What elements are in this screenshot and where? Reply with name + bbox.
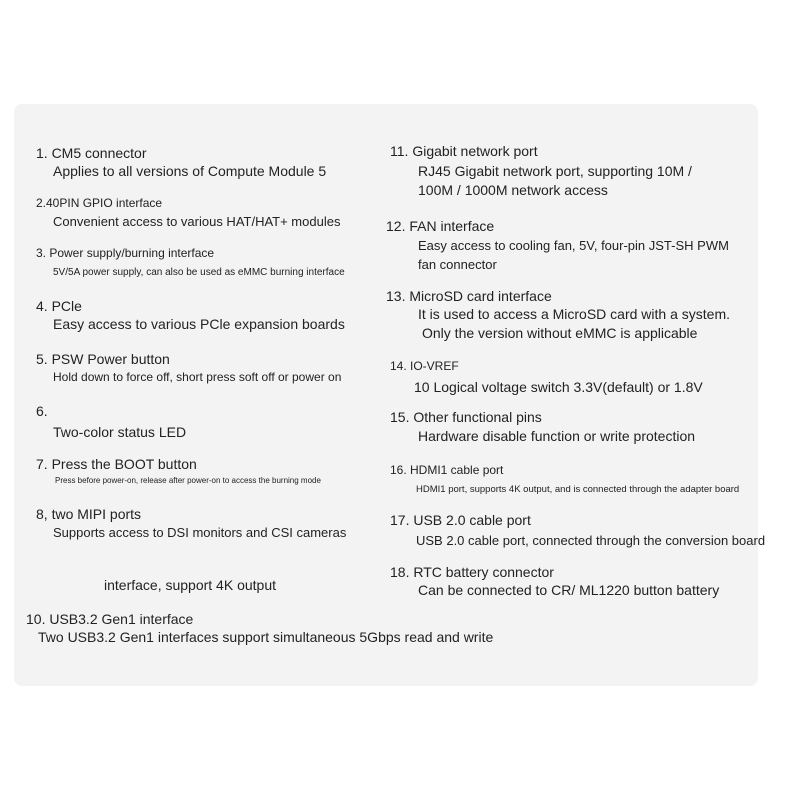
feature-title: 10. USB3.2 Gen1 interface — [26, 611, 194, 627]
feature-item-14 — [390, 357, 703, 397]
feature-desc: Two-color status LED — [53, 424, 187, 440]
feature-title: 6. — [36, 403, 48, 419]
feature-title: 4. PCle — [36, 298, 82, 314]
feature-title: 13. MicroSD card interface — [386, 288, 552, 304]
feature-desc: Easy access to cooling fan, 5V, four-pin JST-SH PWM — [418, 238, 729, 253]
feature-title: 1. CM5 connector — [36, 145, 147, 161]
feature-desc: It is used to access a MicroSD card with a system. — [418, 306, 730, 322]
feature-title: 7. Press the BOOT button — [36, 456, 197, 472]
feature-desc: Hold down to force off, short press soft off or power on — [53, 370, 342, 384]
feature-desc: Hardware disable function or write protection — [418, 428, 696, 444]
feature-item-17 — [390, 511, 765, 550]
feature-item-18 — [390, 563, 719, 600]
feature-item-4 — [36, 297, 345, 334]
feature-item-12 — [386, 217, 729, 274]
feature-desc: Only the version without eMMC is applicable — [422, 325, 698, 341]
feature-item-6 — [36, 402, 186, 442]
feature-desc: Convenient access to various HAT/HAT+ modules — [53, 214, 341, 229]
feature-item-11 — [390, 142, 692, 200]
feature-desc: RJ45 Gigabit network port, supporting 10M / — [418, 163, 692, 179]
feature-item-9 — [104, 576, 276, 595]
feature-title: 17. USB 2.0 cable port — [390, 512, 531, 528]
feature-desc: 5V/5A power supply, can also be used as eMMC burning interface — [53, 267, 345, 278]
feature-title: 15. Other functional pins — [390, 409, 542, 425]
feature-desc: Press before power-on, release after power-on to access the burning mode — [55, 476, 321, 485]
feature-desc: Applies to all versions of Compute Module 5 — [53, 163, 327, 179]
feature-item-5 — [36, 350, 341, 387]
feature-title: 8, two MIPI ports — [36, 506, 142, 522]
feature-title: 2.40PIN GPIO interface — [36, 196, 163, 210]
feature-item-1 — [36, 144, 326, 181]
feature-item-8 — [36, 505, 346, 542]
feature-desc: Supports access to DSI monitors and CSI cameras — [53, 525, 347, 540]
feature-item-2 — [36, 194, 340, 231]
feature-title: 14. IO-VREF — [390, 359, 459, 373]
feature-item-16 — [390, 461, 739, 497]
feature-item-13 — [386, 287, 730, 343]
feature-desc: fan connector — [418, 257, 497, 272]
feature-desc: USB 2.0 cable port, connected through the conversion board — [416, 533, 766, 548]
feature-desc: Easy access to various PCle expansion boards — [53, 316, 345, 332]
feature-desc: interface, support 4K output — [104, 577, 276, 593]
feature-item-3 — [36, 244, 345, 280]
feature-item-10 — [26, 610, 493, 647]
feature-item-15 — [390, 408, 695, 446]
feature-desc: 10 Logical voltage switch 3.3V(default) or 1.8V — [414, 379, 703, 395]
feature-title: 5. PSW Power button — [36, 351, 170, 367]
feature-title: 3. Power supply/burning interface — [36, 246, 215, 260]
feature-desc: 100M / 1000M network access — [418, 182, 608, 198]
feature-title: 18. RTC battery connector — [390, 564, 554, 580]
feature-title: 11. Gigabit network port — [390, 143, 538, 159]
feature-title: 12. FAN interface — [386, 218, 495, 234]
feature-desc: HDMI1 port, supports 4K output, and is connected through the adapter board — [416, 484, 740, 495]
feature-item-7 — [36, 455, 321, 487]
feature-desc: Two USB3.2 Gen1 interfaces support simultaneous 5Gbps read and write — [38, 629, 494, 645]
feature-desc: Can be connected to CR/ ML1220 button battery — [418, 582, 720, 598]
feature-title: 16. HDMI1 cable port — [390, 463, 504, 477]
